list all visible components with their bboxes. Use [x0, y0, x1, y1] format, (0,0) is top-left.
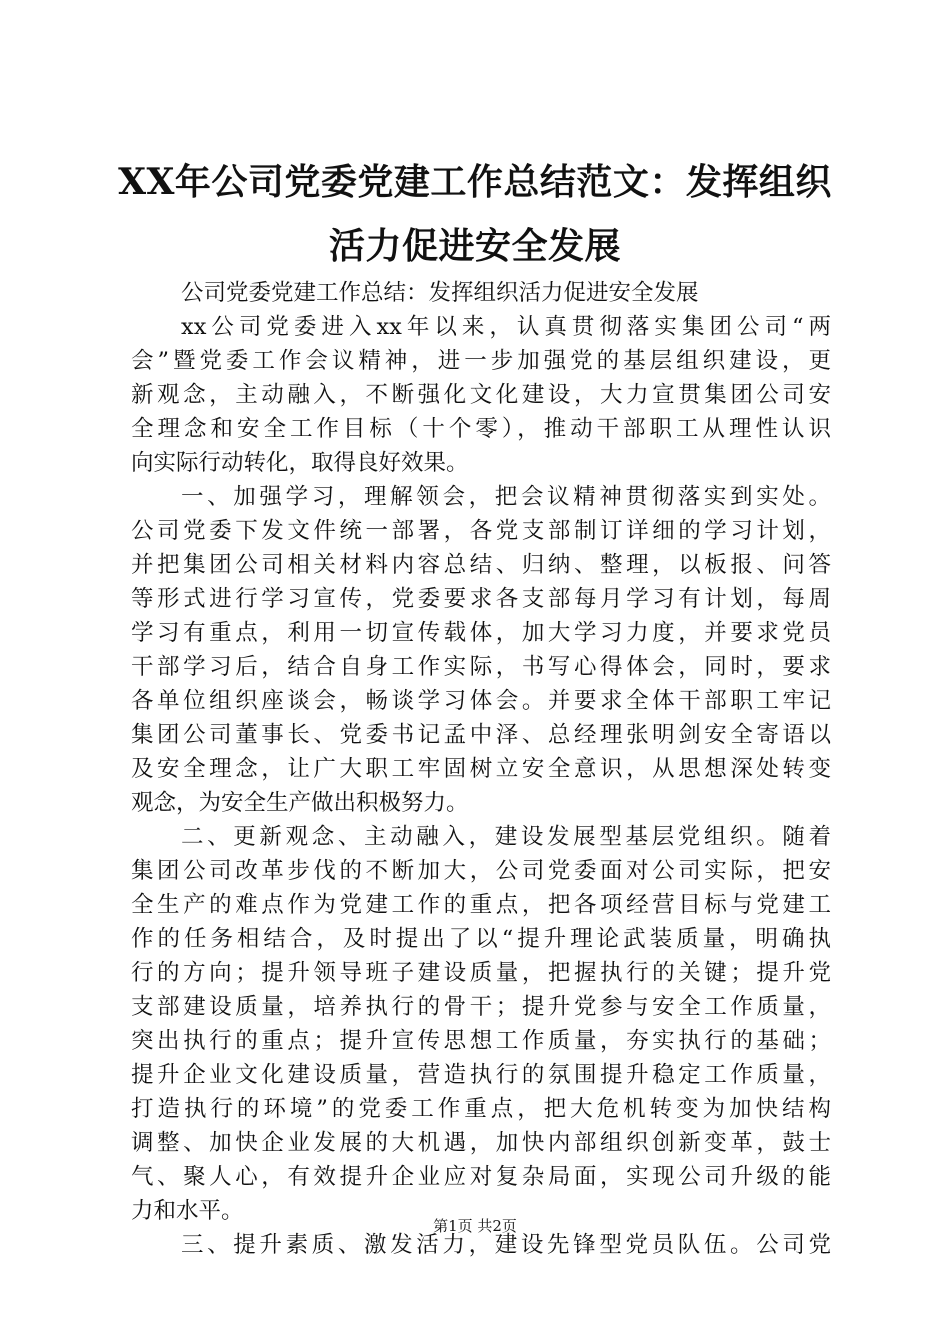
document-title-line-2: 活力促进安全发展: [328, 225, 621, 267]
body-line: 支部建设质量，培养执行的骨干；提升党参与安全工作质量，: [131, 994, 831, 1020]
body-line: 二、更新观念、主动融入，建设发展型基层党组织。随着: [181, 824, 831, 850]
body-line: 干部学习后，结合自身工作实际，书写心得体会，同时，要求: [131, 654, 831, 680]
page-footer: 第1页 共2页: [433, 1217, 517, 1235]
body-line: 公司党委下发文件统一部署，各党支部制订详细的学习计划，: [131, 518, 831, 544]
body-line: 调整、加快企业发展的大机遇，加快内部组织创新变革，鼓士: [131, 1130, 831, 1156]
body-line: 新观念，主动融入，不断强化文化建设，大力宣贯集团公司安: [131, 382, 831, 408]
document-title-line-1: XX年公司党委党建工作总结范文：发挥组织: [118, 161, 832, 203]
body-line: 公司党委党建工作总结：发挥组织活力促进安全发展: [181, 280, 699, 306]
body-line: 突出执行的重点；提升宣传思想工作质量，夯实执行的基础；: [131, 1028, 831, 1054]
body-line: 力和水平。: [131, 1198, 244, 1224]
body-line: 全生产的难点作为党建工作的重点，把各项经营目标与党建工: [131, 892, 831, 918]
body-line: 气、聚人心，有效提升企业应对复杂局面，实现公司升级的能: [131, 1164, 831, 1190]
document-body: [131, 276, 831, 1262]
body-line: 观念，为安全生产做出积极努力。: [131, 790, 469, 816]
body-line: 并把集团公司相关材料内容总结、归纳、整理，以板报、问答: [131, 552, 831, 578]
body-line: 集团公司董事长、党委书记孟中泽、总经理张明剑安全寄语以: [131, 722, 831, 748]
body-line: 提升企业文化建设质量，营造执行的氛围提升稳定工作质量，: [131, 1062, 831, 1088]
body-line: 各单位组织座谈会，畅谈学习体会。并要求全体干部职工牢记: [131, 688, 831, 714]
body-line: 三、提升素质、激发活力，建设先锋型党员队伍。公司党: [181, 1232, 831, 1258]
body-line: 及安全理念，让广大职工牢固树立安全意识，从思想深处转变: [131, 756, 831, 782]
body-line: 行的方向；提升领导班子建设质量，把握执行的关键；提升党: [131, 960, 831, 986]
body-line: 全理念和安全工作目标（十个零），推动干部职工从理性认识: [131, 416, 831, 442]
body-line: 等形式进行学习宣传，党委要求各支部每月学习有计划，每周: [131, 586, 831, 612]
body-line: 集团公司改革步伐的不断加大，公司党委面对公司实际，把安: [131, 858, 831, 884]
body-line: 向实际行动转化，取得良好效果。: [131, 450, 469, 476]
body-line: xx公司党委进入xx年以来，认真贯彻落实集团公司“两: [181, 314, 831, 340]
body-line: 学习有重点，利用一切宣传载体，加大学习力度，并要求党员: [131, 620, 831, 646]
body-line: 作的任务相结合，及时提出了以“提升理论武装质量，明确执: [131, 926, 831, 952]
body-line: 打造执行的环境”的党委工作重点，把大危机转变为加快结构: [131, 1096, 831, 1122]
body-line: 会”暨党委工作会议精神，进一步加强党的基层组织建设，更: [131, 348, 831, 374]
body-line: 一、加强学习，理解领会，把会议精神贯彻落实到实处。: [181, 484, 831, 510]
